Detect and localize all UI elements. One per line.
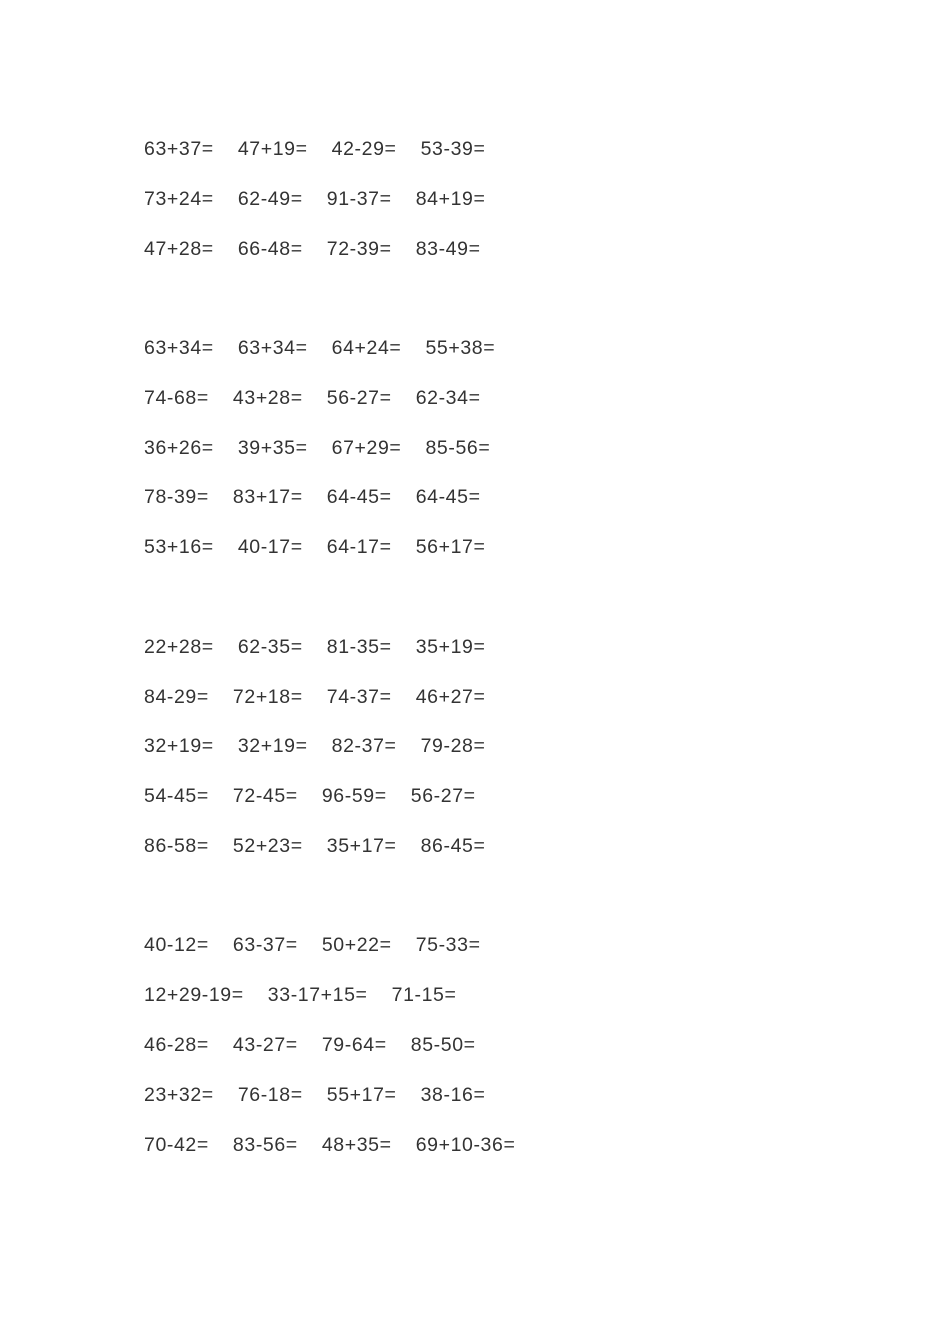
problem-row: 70-42= 83-56= 48+35= 69+10-36= (144, 1134, 516, 1156)
problem-row: 78-39= 83+17= 64-45= 64-45= (144, 486, 481, 508)
problem-row: 36+26= 39+35= 67+29= 85-56= (144, 437, 491, 459)
problem-row: 63+37= 47+19= 42-29= 53-39= (144, 138, 486, 160)
problem-row: 12+29-19= 33-17+15= 71-15= (144, 984, 457, 1006)
problem-row: 32+19= 32+19= 82-37= 79-28= (144, 735, 486, 757)
problem-row: 54-45= 72-45= 96-59= 56-27= (144, 785, 476, 807)
problem-row: 46-28= 43-27= 79-64= 85-50= (144, 1034, 476, 1056)
problem-row: 73+24= 62-49= 91-37= 84+19= (144, 188, 486, 210)
problem-row: 86-58= 52+23= 35+17= 86-45= (144, 835, 486, 857)
problem-row: 22+28= 62-35= 81-35= 35+19= (144, 636, 486, 658)
problem-row: 63+34= 63+34= 64+24= 55+38= (144, 337, 496, 359)
problem-row: 53+16= 40-17= 64-17= 56+17= (144, 536, 486, 558)
problem-row: 47+28= 66-48= 72-39= 83-49= (144, 238, 481, 260)
problem-row: 84-29= 72+18= 74-37= 46+27= (144, 686, 486, 708)
problem-row: 74-68= 43+28= 56-27= 62-34= (144, 387, 481, 409)
problem-row: 23+32= 76-18= 55+17= 38-16= (144, 1084, 486, 1106)
problem-row: 40-12= 63-37= 50+22= 75-33= (144, 934, 481, 956)
